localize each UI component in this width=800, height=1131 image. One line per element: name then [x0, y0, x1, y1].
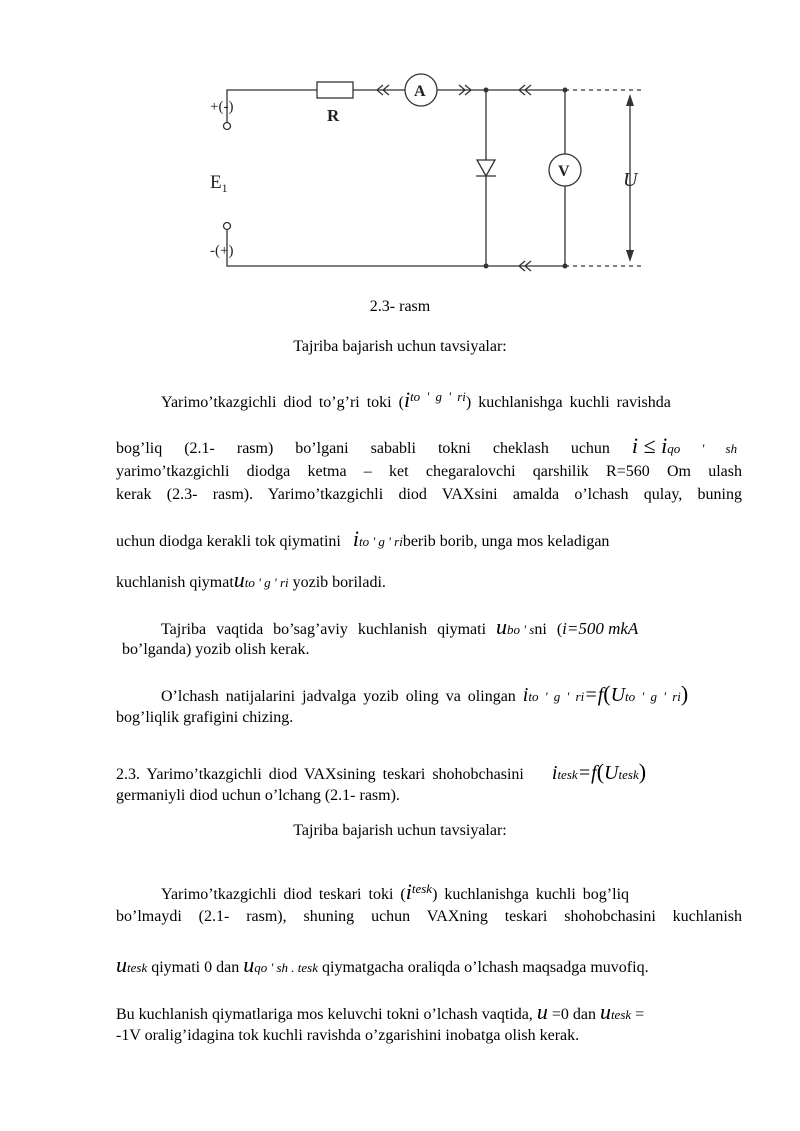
resistor	[317, 82, 353, 98]
label-ammeter: A	[414, 83, 426, 100]
terminal-bottom	[224, 223, 231, 230]
bottom-wire	[227, 230, 565, 266]
diode-triangle	[477, 160, 495, 176]
s1-p1-line2: bog’liq (2.1- rasm) bo’lgani sababli tokni cheklash uchun i ≤ iqo ' sh	[116, 433, 738, 458]
junction-2	[563, 88, 568, 93]
s1-p1-line6: kuchlanish qiymatuto ' g ' ri yozib boriladi.	[116, 567, 386, 592]
s1-p2-line2: bo’lganda) yozib olish kerak.	[122, 641, 310, 658]
arrowhead-down	[626, 250, 634, 262]
s1-p1-line3: yarimo’tkazgichli diodga ketma – ket chegaralovchi qarshilik R=560 Om ulash	[116, 463, 742, 480]
label-source: $E_1$	[210, 172, 228, 195]
s1-p2-line1: Tajriba vaqtida bo’sag’aviy kuchlanish qiymati ubo ' sni (i=500 mkA	[161, 614, 639, 639]
label-voltage: U	[623, 169, 638, 191]
s1-p3-line2: bog’liqlik grafigini chizing.	[116, 709, 294, 726]
label-resistor: R	[327, 106, 340, 125]
circuit-diagram	[195, 70, 665, 282]
label-plus-minus: +(-)	[210, 99, 234, 115]
s1-p3-line1: O’lchash natijalarini jadvalga yozib oling va olingan ito ' g ' ri=f(Uto ' g ' ri)	[161, 681, 689, 706]
s2-p2-line5: -1V oralig’idagina tok kuchli ravishda o’zgarishini inobatga olish kerak.	[116, 1027, 580, 1044]
junction-3	[484, 264, 489, 269]
figure-caption: 2.3- rasm	[369, 298, 431, 315]
top-wire	[227, 90, 565, 122]
s1-p1-line4: kerak (2.3- rasm). Yarimo’tkazgichli diod VAXsini amalda o’lchash qulay, buning	[116, 486, 742, 503]
s2-p1-line1: 2.3. Yarimo’tkazgichli diod VAXsining teskari shohobchasini itesk=f(Utesk)	[116, 759, 647, 784]
junction-4	[563, 264, 568, 269]
label-voltmeter: V	[558, 163, 570, 180]
s1-p1-line5: uchun diodga kerakli tok qiymatini ito ' g ' riberib borib, unga mos keladigan	[116, 526, 610, 551]
section2-heading: Tajriba bajarish uchun tavsiyalar:	[293, 822, 507, 839]
s2-p2-line4: Bu kuchlanish qiymatlariga mos keluvchi tokni o’lchash vaqtida, u =0 dan utesk =	[116, 999, 645, 1024]
label-minus-plus: -(+)	[210, 243, 234, 259]
s2-p2-line3: utesk qiymati 0 dan uqo ' sh . tesk qiymatgacha oraliqda o’lchash maqsadga muvofiq.	[116, 952, 649, 977]
s2-p2-line1: Yarimo’tkazgichli diod teskari toki $(i^{tesk})$ kuchlanishga kuchli bog’liq	[161, 879, 630, 904]
junction-1	[484, 88, 489, 93]
section1-heading: Tajriba bajarish uchun tavsiyalar:	[293, 338, 507, 355]
s2-p2-line2: bo’lmaydi (2.1- rasm), shuning uchun VAXning teskari shohobchasini kuchlanish	[116, 908, 742, 925]
s1-p1-line1: Yarimo’tkazgichli diod to’g’ri toki $(i^{to ' g ' ri})$ kuchlanishga kuchli ravishda	[161, 387, 671, 412]
s2-p1-line2: germaniyli diod uchun o’lchang (2.1- rasm).	[116, 787, 400, 804]
terminal-top	[224, 123, 231, 130]
arrowhead-up	[626, 94, 634, 106]
